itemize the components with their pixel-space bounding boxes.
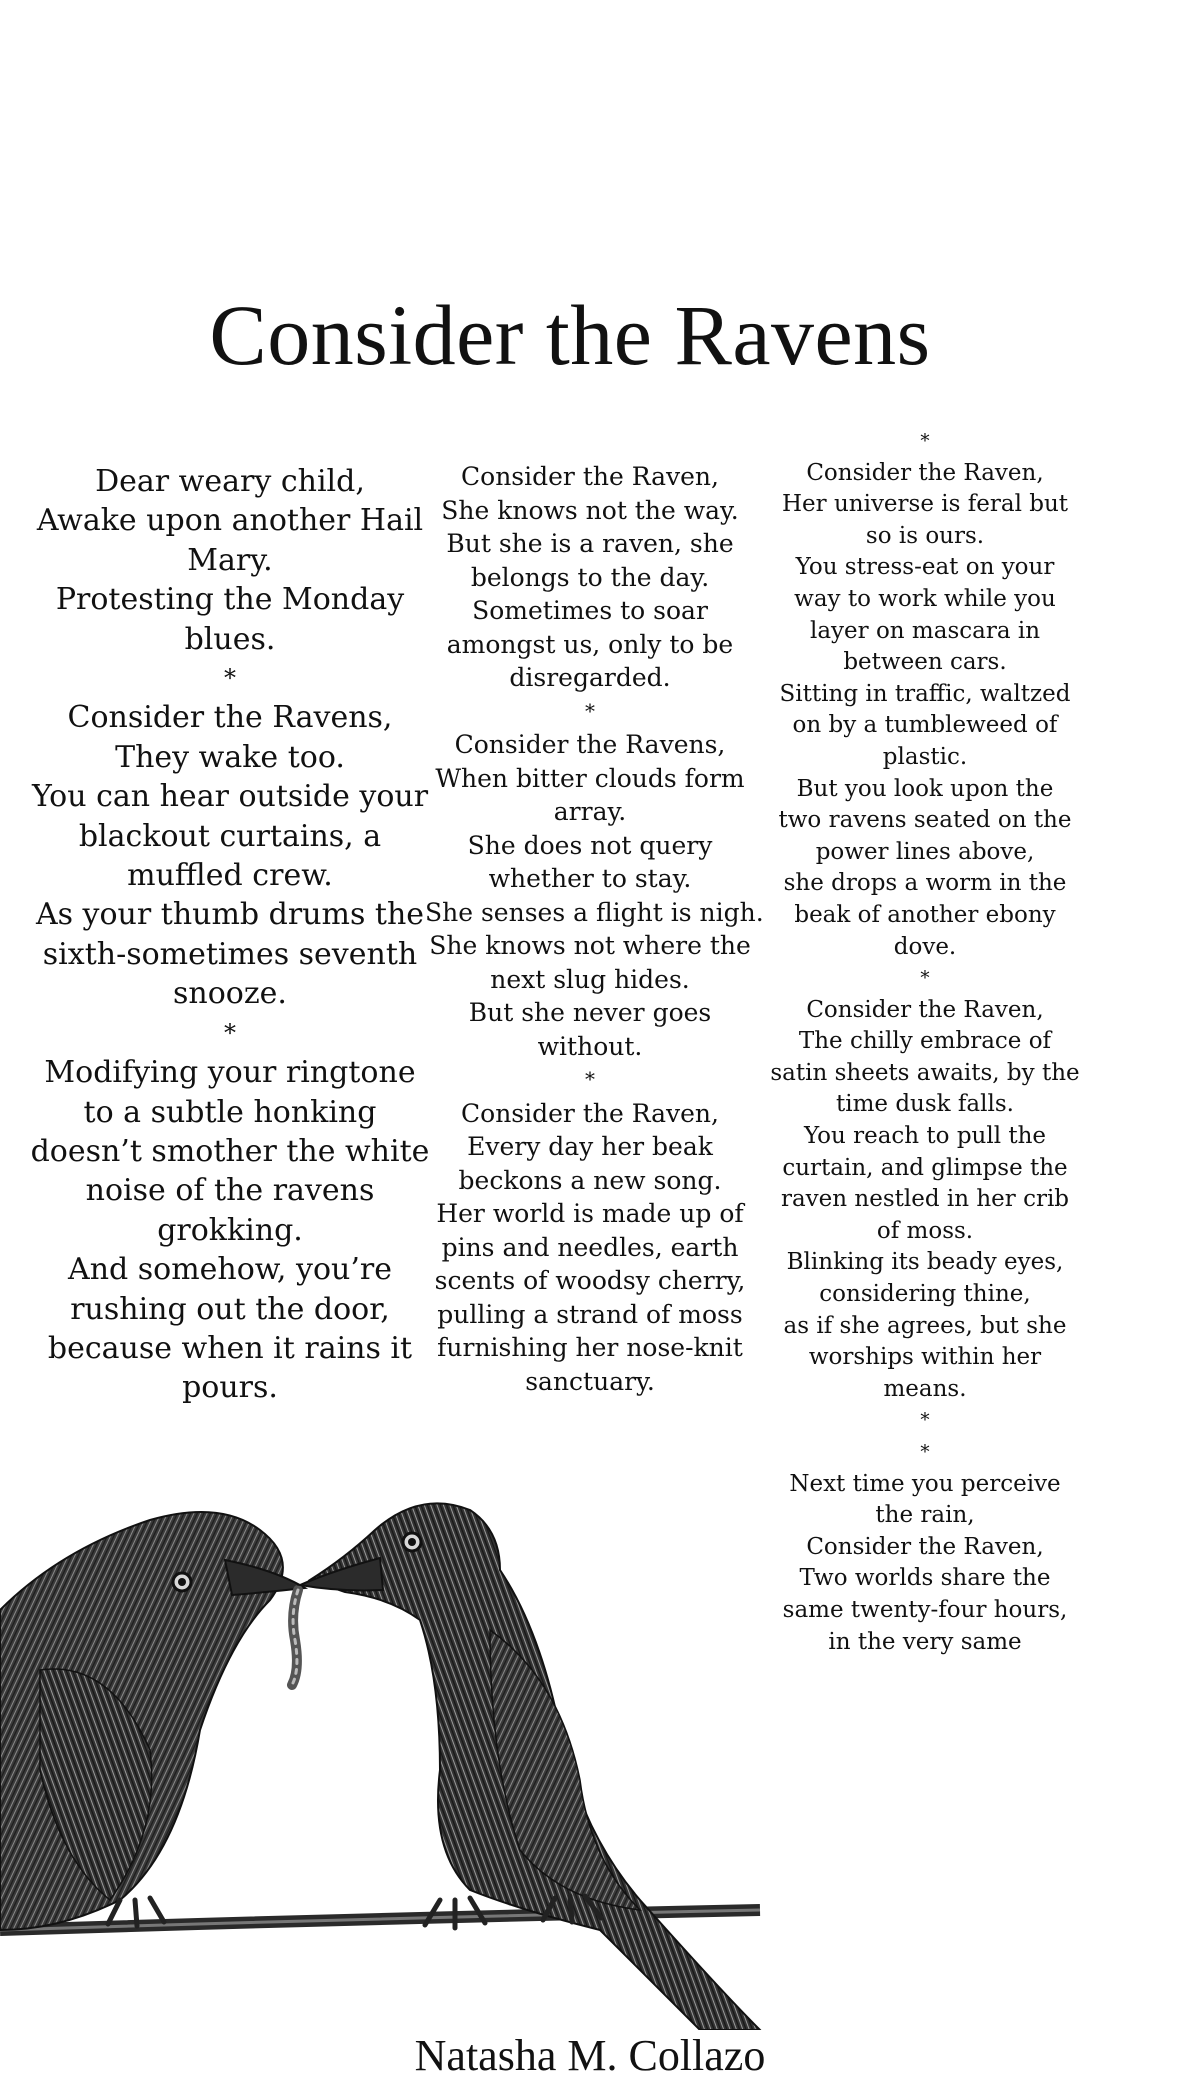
poem-line: Next time you perceive xyxy=(789,1470,1061,1497)
poem-line: Awake upon another Hail xyxy=(36,503,424,539)
poem-line: whether to stay. xyxy=(488,864,692,893)
poem-line: Sometimes to soar xyxy=(472,596,708,625)
poem-author: Natasha M. Collazo xyxy=(414,2031,766,2080)
poem-line: Protesting the Monday xyxy=(55,582,405,618)
poem-line: muffled crew. xyxy=(127,858,333,894)
poem-line: Sitting in traffic, waltzed xyxy=(779,680,1071,707)
poem-line: belongs to the day. xyxy=(470,562,710,592)
poem-line: rushing out the door, xyxy=(70,1291,390,1327)
poem-line: Consider the Raven, xyxy=(806,996,1044,1023)
poem-line: blues. xyxy=(184,621,276,657)
poem-line: she drops a worm in the xyxy=(783,870,1067,897)
poem-line: They wake too. xyxy=(115,739,345,775)
poem-line: Consider the Raven, xyxy=(806,459,1044,486)
poem-line: Blinking its beady eyes, xyxy=(786,1249,1064,1276)
stanza-separator: * xyxy=(585,1067,595,1091)
poem-line: dove. xyxy=(893,933,957,960)
poem-line: sanctuary. xyxy=(525,1366,655,1396)
poem-line: Her world is made up of xyxy=(436,1199,744,1228)
poem-line: Mary. xyxy=(187,542,273,578)
poem-line: furnishing her nose-knit xyxy=(437,1333,743,1362)
poem-title: Consider the Ravens xyxy=(209,287,931,383)
poem-line: pins and needles, earth xyxy=(441,1232,739,1262)
poem-line: of moss. xyxy=(876,1217,974,1244)
poem-column-3 xyxy=(765,426,1085,1658)
poem-line: on by a tumbleweed of xyxy=(792,712,1058,739)
poem-line: She knows not where the xyxy=(429,931,751,960)
poem-line: without. xyxy=(537,1031,643,1061)
poem-line: Consider the Ravens, xyxy=(454,730,726,759)
poem-line: Consider the Raven, xyxy=(461,1098,719,1128)
poem-line: You stress-eat on your xyxy=(795,554,1055,581)
poem-line: grokking. xyxy=(157,1212,303,1248)
stanza-separator: * xyxy=(224,1018,236,1047)
poem-line: power lines above, xyxy=(815,838,1035,865)
poem-line: Every day her beak xyxy=(467,1132,713,1161)
poem-line: You can hear outside your xyxy=(31,779,429,815)
poem-line: amongst us, only to be xyxy=(446,629,734,659)
poem-line: Consider the Raven, xyxy=(461,462,719,491)
poem-line: layer on mascara in xyxy=(809,617,1041,644)
stanza-separator: * xyxy=(920,431,930,452)
poem-line: But you look upon the xyxy=(796,775,1054,802)
poem-line: doesn’t smother the white xyxy=(30,1133,430,1169)
poem-line: But she is a raven, she xyxy=(446,529,734,558)
poem-line: beckons a new song. xyxy=(458,1165,722,1195)
poem-line: noise of the ravens xyxy=(85,1173,375,1209)
poem-line: the rain, xyxy=(875,1502,975,1529)
stanza-separator: * xyxy=(585,698,595,723)
poem-line: raven nestled in her crib xyxy=(780,1186,1070,1213)
poem-line: time dusk falls. xyxy=(836,1091,1014,1118)
poem-line: Consider the Ravens, xyxy=(67,700,393,736)
poem-column-1 xyxy=(25,462,435,1408)
poem-line: When bitter clouds form xyxy=(435,763,745,793)
poem-line: means. xyxy=(883,1375,967,1402)
poem-line: curtain, and glimpse the xyxy=(782,1154,1068,1181)
stanza-separator: * xyxy=(920,1442,930,1463)
stanza-separator: * xyxy=(224,664,236,693)
poem-line: so is ours. xyxy=(865,522,985,549)
poem-line: And somehow, you’re xyxy=(68,1252,392,1288)
poem-line: between cars. xyxy=(843,649,1007,676)
poem-line: But she never goes xyxy=(468,998,712,1027)
poem-line: considering thine, xyxy=(819,1281,1031,1308)
poem-line: Her universe is feral but xyxy=(781,491,1069,518)
stanza-separator: * xyxy=(920,1410,930,1432)
poem-line: pulling a strand of moss xyxy=(437,1299,743,1329)
poem-line: two ravens seated on the xyxy=(778,807,1072,834)
stanza-separator: * xyxy=(920,968,930,990)
poem-line: She does not query xyxy=(467,830,713,860)
two-ravens-sharing-worm-icon xyxy=(0,1430,780,2030)
poem-line: same twenty-four hours, xyxy=(782,1596,1068,1623)
poem-line: beak of another ebony xyxy=(794,901,1056,928)
poem-line: Dear weary child, xyxy=(95,464,365,499)
poem-line: plastic. xyxy=(882,743,968,770)
poem-line: You reach to pull the xyxy=(803,1123,1047,1150)
poem-line: to a subtle honking xyxy=(83,1094,377,1130)
poem-line: She senses a flight is nigh. xyxy=(425,897,764,927)
poem-line: array. xyxy=(553,797,627,826)
poem-line: As your thumb drums the xyxy=(35,897,425,933)
poem-line: snooze. xyxy=(173,976,287,1012)
poem-line: The chilly embrace of xyxy=(798,1028,1052,1055)
poem-line: blackout curtains, a xyxy=(78,818,382,854)
poem-line: next slug hides. xyxy=(490,964,690,994)
poem-column-2 xyxy=(425,460,764,1398)
poem-line: sixth-sometimes seventh xyxy=(42,936,418,972)
poem-line: because when it rains it xyxy=(47,1330,413,1366)
poem-line: She knows not the way. xyxy=(441,495,739,525)
poem-line: as if she agrees, but she xyxy=(783,1312,1067,1339)
poem-line: worships within her xyxy=(808,1344,1042,1371)
poem-line: Modifying your ringtone xyxy=(44,1055,416,1091)
poem-line: scents of woodsy cherry, xyxy=(434,1266,746,1295)
poem-line: Consider the Raven, xyxy=(806,1533,1044,1560)
poem-line: Two worlds share the xyxy=(799,1565,1051,1592)
poem-line: pours. xyxy=(182,1370,278,1406)
poem-line: way to work while you xyxy=(794,585,1056,612)
poem-line: satin sheets awaits, by the xyxy=(770,1059,1080,1086)
poem-line: in the very same xyxy=(828,1628,1022,1655)
poem-line: disregarded. xyxy=(509,663,671,692)
